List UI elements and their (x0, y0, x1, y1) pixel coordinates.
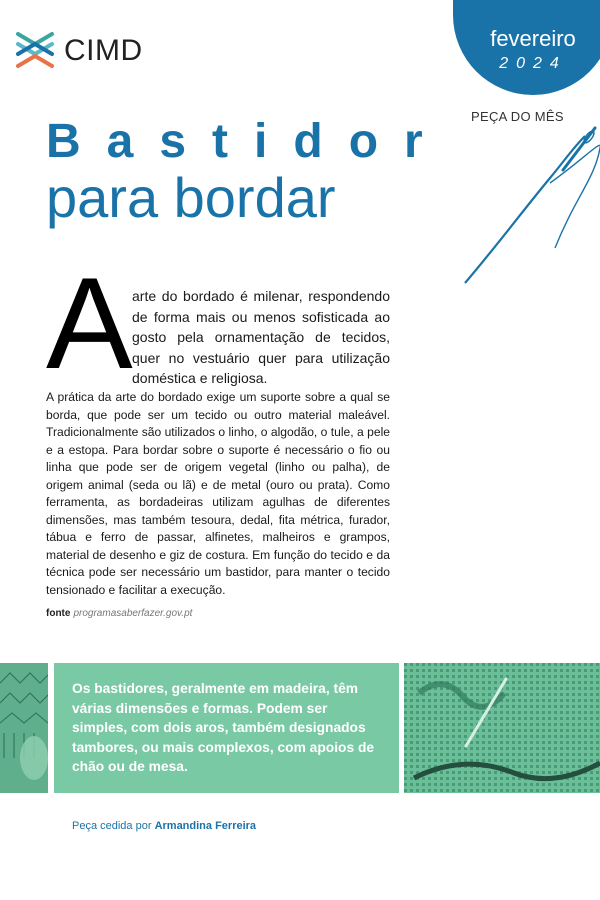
embroidery-photo-left (0, 663, 48, 793)
cimd-logo-icon (14, 30, 56, 72)
highlight-box (54, 663, 399, 793)
highlight-text: Os bastidores, geralmente em madeira, têm várias dimensões e formas. Podem ser simples, com dois aros, também designados tambores, ou mais complexos, com apoios de chão ou de mesa. (72, 681, 375, 774)
logo (14, 30, 143, 72)
embroidery-photo-right (404, 663, 600, 793)
intro-paragraph: arte do bordado é milenar, respondendo de forma mais ou menos sofisticada ao gosto pela ornamentação de tecidos, quer no vestuário quer para utilização doméstica e religiosa. (132, 288, 390, 386)
credit-line (72, 820, 256, 832)
title-line1: Bastidor (46, 115, 449, 168)
logo-text: CIMD (64, 34, 143, 67)
dropcap: A (46, 250, 133, 396)
source-label: fonte (46, 608, 71, 619)
credit-prefix: Peça cedida por (72, 820, 152, 832)
section-label: PEÇA DO MÊS (471, 109, 564, 124)
date-year: 2024 (499, 55, 567, 72)
credit-name: Armandina Ferreira (154, 820, 257, 832)
date-badge (453, 0, 600, 95)
title-line2: para bordar (46, 166, 336, 229)
source-value: programasaberfazer.gov.pt (73, 608, 193, 619)
needle-thread-illustration (455, 118, 600, 288)
body-paragraph: A prática da arte do bordado exige um suporte sobre a qual se borda, que pode ser um tecido ou outro material maleável. Tradicionalmente são utilizados o linho, o algodão, o tule, a pele e a estopa. Para bordar sobre o suporte é necessário o fio ou linha que pode ser de origem vegetal (linho ou palha), de origem animal (seda ou lã) e de metal (ouro ou prata). Como ferramenta, as bordadeiras utilizam agulhas de diferentes dimensões, mas também tesoura, dedal, fita métrica, furador, tábua e ferro de passar, alfinetes, malheiros e grampos, material de desenho e giz de costura. Em função do tecido e da técnica pode ser necessário um bastidor, para manter o tecido tensionado e facilitar a execução. (46, 390, 390, 597)
date-month: fevereiro (490, 26, 576, 51)
source-note (46, 608, 192, 619)
